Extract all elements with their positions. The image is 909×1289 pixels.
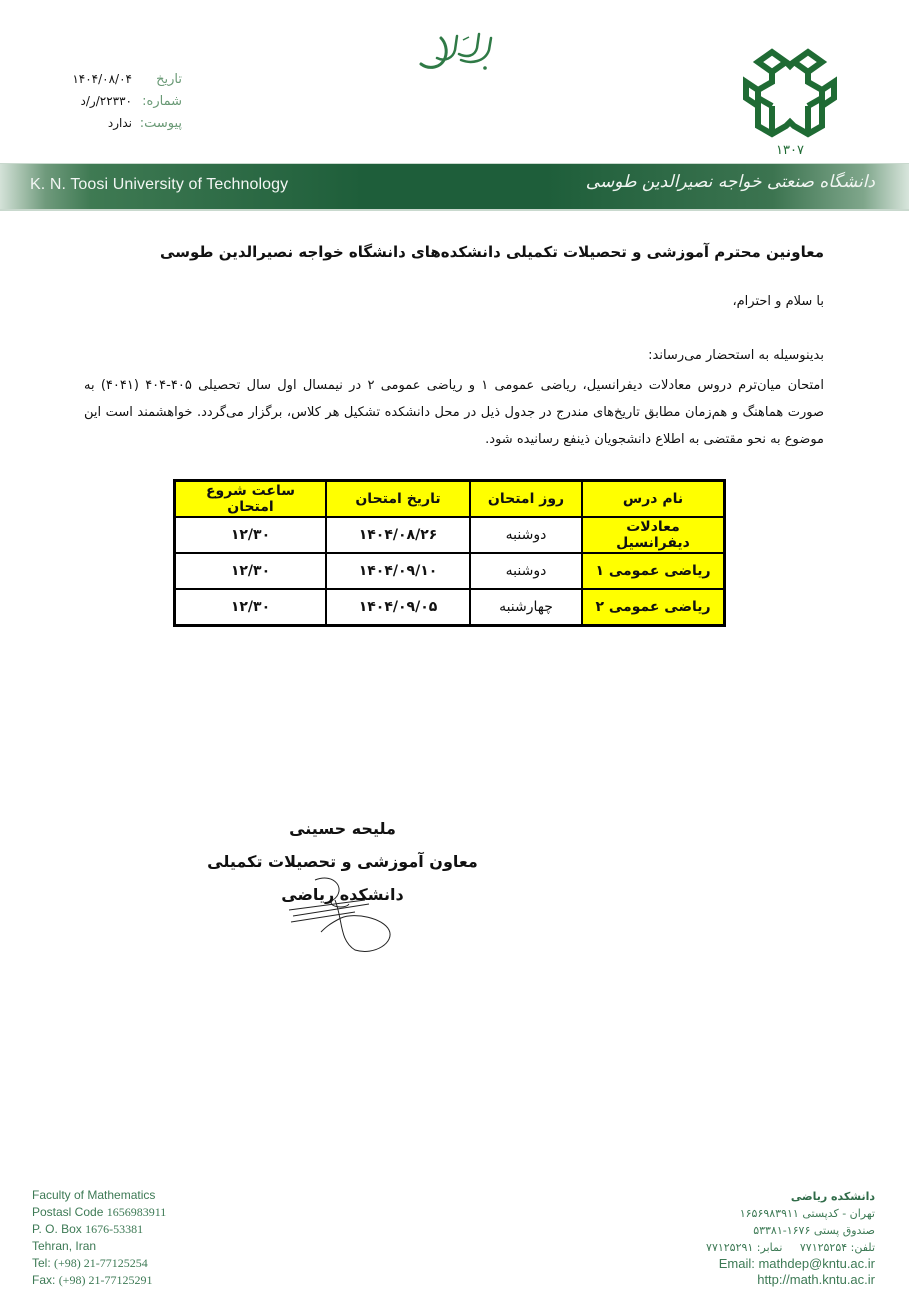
- table-row: [175, 589, 725, 626]
- footer-fa-faculty: دانشکده ریاضی: [790, 1190, 875, 1203]
- exam-schedule-table: [173, 479, 726, 627]
- header-day: روز امتحان: [470, 481, 582, 518]
- footer-fa-fax: نمابر: ۷۷۱۲۵۲۹۱: [706, 1241, 783, 1254]
- header-course: نام درس: [582, 481, 725, 518]
- cell-date: ۱۴۰۴/۰۹/۱۰: [326, 553, 470, 589]
- number-row: [62, 94, 182, 116]
- footer-fa-tel: تلفن: ۷۷۱۲۵۲۵۴: [799, 1241, 875, 1254]
- tel-label: Tel:: [32, 1256, 51, 1270]
- letter-greeting: با سلام و احترام،: [732, 294, 824, 309]
- footer-city: Tehran, Iran: [32, 1239, 97, 1253]
- fax-value: (+98) 21-77125291: [58, 1273, 153, 1287]
- number-value: ۲۲۳۳۰/ر/د: [80, 94, 132, 108]
- logo-year: ۱۳۰۷: [776, 143, 804, 158]
- cell-time: ۱۲/۳۰: [175, 517, 327, 553]
- university-banner: [0, 163, 909, 211]
- footer-english-contact: [32, 1187, 166, 1289]
- cell-course: معادلات دیفرانسیل: [582, 517, 725, 553]
- footer-fa-pobox: صندوق پستی ۱۶۷۶-۵۳۳۸۱: [753, 1224, 875, 1237]
- footer-tel: [32, 1255, 166, 1272]
- university-logo: [738, 44, 842, 160]
- cell-time: ۱۲/۳۰: [175, 589, 327, 626]
- cell-course: ریاضی عمومی ۱: [582, 553, 725, 589]
- table-row: [175, 553, 725, 589]
- letter-meta: [62, 72, 182, 138]
- attachment-value: ندارد: [107, 116, 132, 130]
- header-date: تاریخ امتحان: [326, 481, 470, 518]
- basmala-calligraphy: [415, 28, 495, 72]
- letter-intro: بدینوسیله به استحضار می‌رساند:: [648, 348, 824, 363]
- handwritten-signature: [285, 870, 400, 955]
- footer-email-link[interactable]: Email: mathdep@kntu.ac.ir: [718, 1256, 875, 1271]
- attachment-row: [62, 116, 182, 138]
- postal-value: 1656983911: [106, 1205, 167, 1219]
- footer-fa-phones: [655, 1239, 875, 1256]
- cell-day: چهارشنبه: [470, 589, 582, 626]
- cell-time: ۱۲/۳۰: [175, 553, 327, 589]
- banner-persian-name: دانشگاه صنعتی خواجه نصیرالدین طوسی: [585, 172, 875, 192]
- banner-english-name: K. N. Toosi University of Technology: [30, 176, 289, 193]
- cell-course: ریاضی عمومی ۲: [582, 589, 725, 626]
- fax-label: Fax:: [32, 1273, 56, 1287]
- date-label: تاریخ: [156, 72, 182, 87]
- date-value: ۱۴۰۴/۰۸/۰۴: [72, 72, 132, 86]
- footer-postal-code: [32, 1204, 166, 1221]
- signer-title: معاون آموزشی و تحصیلات تکمیلی: [207, 852, 478, 871]
- footer-pobox: [32, 1221, 166, 1238]
- cell-day: دوشنبه: [470, 517, 582, 553]
- table-row: [175, 517, 725, 553]
- footer-website-link[interactable]: http://math.kntu.ac.ir: [757, 1272, 875, 1287]
- number-label: شماره:: [142, 94, 182, 109]
- footer-fa-address: تهران - کدپستی ۱۶۵۶۹۸۳۹۱۱: [739, 1207, 875, 1220]
- postal-label: Postasl Code: [32, 1205, 104, 1219]
- cell-date: ۱۴۰۴/۰۸/۲۶: [326, 517, 470, 553]
- table-header-row: [175, 481, 725, 518]
- cell-day: دوشنبه: [470, 553, 582, 589]
- signer-faculty: دانشکده ریاضی: [281, 885, 404, 904]
- attachment-label: پیوست:: [139, 116, 182, 131]
- pobox-value: 1676-53381: [85, 1222, 144, 1236]
- header-time: ساعت شروع امتحان: [175, 481, 327, 518]
- footer-fax: [32, 1272, 166, 1289]
- footer-faculty: Faculty of Mathematics: [32, 1188, 156, 1202]
- signer-name: ملیحه حسینی: [289, 819, 396, 838]
- cell-date: ۱۴۰۴/۰۹/۰۵: [326, 589, 470, 626]
- letter-addressee: معاونین محترم آموزشی و تحصیلات تکمیلی دانشکده‌های دانشگاه خواجه نصیرالدین طوسی: [160, 243, 824, 261]
- pobox-label: P. O. Box: [32, 1222, 82, 1236]
- date-row: [62, 72, 182, 94]
- letter-body: امتحان میان‌ترم دروس معادلات دیفرانسیل، ریاضی عمومی ۱ و ریاضی عمومی ۲ در نیمسال اول سال تحصیلی ۴۰۵-۴۰۴ (۴۰۴۱) به صورت هماهنگ و هم‌زمان مطابق تاریخ‌های مندرج در جدول ذیل در محل دانشکده تشکیل هر کلاس، برگزار می‌گردد. خواهشمند است این موضوع به نحو مقتضی به اطلاع دانشجویان ذینفع رسانیده شود.: [84, 378, 825, 447]
- footer-persian-contact: [655, 1188, 875, 1288]
- tel-value: (+98) 21-77125254: [54, 1256, 148, 1270]
